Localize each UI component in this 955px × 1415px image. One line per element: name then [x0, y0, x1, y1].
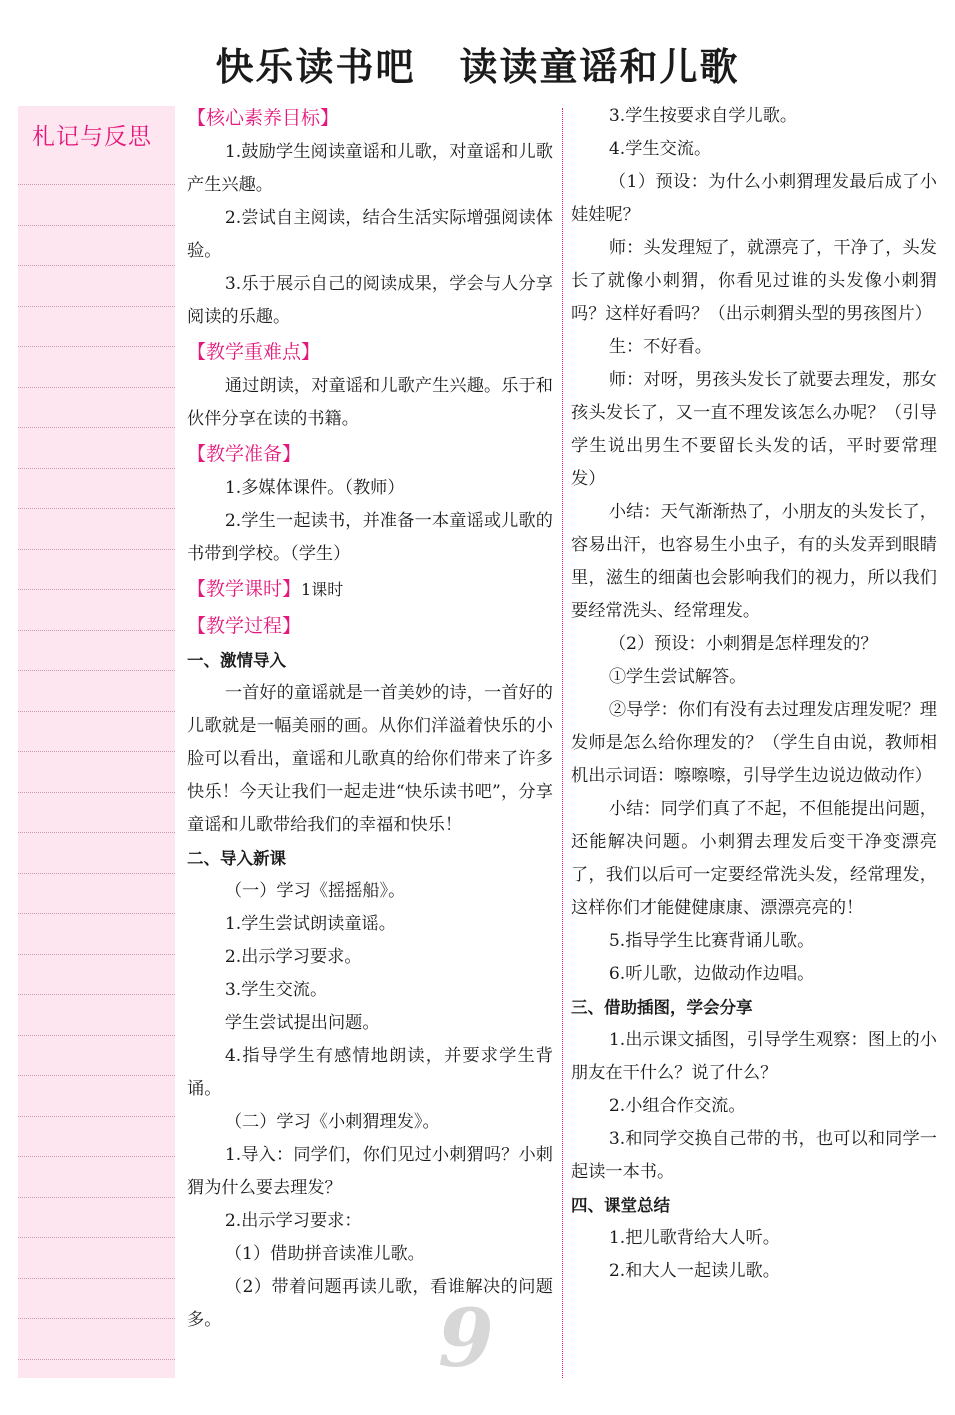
- page-title: [0, 36, 955, 91]
- title-part-1: 快乐读书吧: [215, 44, 416, 89]
- heading-process: 【教学过程】: [187, 615, 302, 637]
- sidebar-ruled-line: [18, 832, 175, 833]
- right-line-18: 2.和大人一起读儿歌。: [608, 1261, 780, 1281]
- right-line-17: 1.把儿歌背给大人听。: [608, 1228, 780, 1248]
- sidebar-ruled-line: [18, 468, 175, 469]
- goal-2: 2.尝试自主阅读，结合生活实际增强阅读体验。: [187, 208, 553, 261]
- right-line-5: 生：不好看。: [608, 337, 712, 357]
- line-8: 1.导入：同学们，你们见过小刺猬吗？小刺猬为什么要去理发？: [187, 1145, 553, 1198]
- line-9: 2.出示学习要求：: [224, 1211, 362, 1231]
- right-column: [571, 100, 937, 1288]
- line-4: 3.学生交流。: [224, 980, 328, 1000]
- line-3: 2.出示学习要求。: [224, 947, 362, 967]
- line-2: 1.学生尝试朗读童谣。: [224, 914, 396, 934]
- sidebar-ruled-line: [18, 1197, 175, 1198]
- line-11: （2）带着问题再读儿歌，看谁解决的问题多。: [187, 1277, 553, 1330]
- sidebar-ruled-line: [18, 630, 175, 631]
- sidebar-ruled-line: [18, 225, 175, 226]
- sidebar-ruled-line: [18, 954, 175, 955]
- line-1: （一）学习《摇摇船》。: [224, 881, 406, 901]
- sidebar-ruled-line: [18, 1116, 175, 1117]
- right-line-13: 6.听儿歌，边做动作边唱。: [608, 964, 815, 984]
- heading-key-points: 【教学重难点】: [187, 341, 321, 363]
- section-2-title: 二、导入新课: [187, 849, 286, 868]
- right-line-12: 5.指导学生比赛背诵儿歌。: [608, 931, 815, 951]
- line-6: 4.指导学生有感情地朗读，并要求学生背诵。: [187, 1046, 553, 1099]
- notes-sidebar: [18, 106, 175, 1378]
- class-hours-label: 【教学课时】: [187, 578, 302, 600]
- sidebar-ruled-line: [18, 306, 175, 307]
- sidebar-ruled-line: [18, 1278, 175, 1279]
- sidebar-ruled-line: [18, 1035, 175, 1036]
- sidebar-ruled-line: [18, 1359, 175, 1360]
- goal-1: 1.鼓励学生阅读童谣和儿歌，对童谣和儿歌产生兴趣。: [187, 142, 553, 195]
- right-line-6: 师：对呀，男孩头发长了就要去理发，那女孩头发长了，又一直不理发该怎么办呢？（引导学生说出男生不要留长头发的话，平时要常理发）: [571, 370, 937, 489]
- sidebar-ruled-line: [18, 751, 175, 752]
- sidebar-ruled-line: [18, 589, 175, 590]
- right-line-14: 1.出示课文插图，引导学生观察：图上的小朋友在干什么？说了什么？: [571, 1030, 937, 1083]
- sidebar-ruled-line: [18, 670, 175, 671]
- heading-class-hours: [187, 571, 553, 608]
- line-5: 学生尝试提出问题。: [224, 1013, 380, 1033]
- section-3-title: 三、借助插图，学会分享: [571, 998, 753, 1017]
- sidebar-ruled-line: [18, 346, 175, 347]
- right-line-11: 小结：同学们真了不起，不但能提出问题，还能解决问题。小刺猬去理发后变干净变漂亮了，我们以后可一定要经常洗头发，经常理发，这样你们才能健健康康、漂漂亮亮的！: [571, 799, 937, 918]
- sidebar-ruled-line: [18, 873, 175, 874]
- sidebar-heading: 札记与反思: [32, 124, 152, 150]
- heading-preparation: 【教学准备】: [187, 443, 302, 465]
- sidebar-ruled-line: [18, 1156, 175, 1157]
- right-line-4: 师：头发理短了，就漂亮了，干净了，头发长了就像小刺猬，你看见过谁的头发像小刺猬吗？这样好看吗？（出示刺猬头型的男孩图片）: [571, 238, 937, 324]
- right-line-2: 4.学生交流。: [608, 139, 712, 159]
- class-hours-value: 1课时: [301, 580, 344, 599]
- section-1-title: 一、激情导入: [187, 651, 286, 670]
- heading-goals: 【核心素养目标】: [187, 107, 340, 129]
- right-line-9: ①学生尝试解答。: [608, 667, 747, 687]
- right-line-1: 3.学生按要求自学儿歌。: [608, 106, 798, 126]
- page-number: 9: [438, 1291, 494, 1385]
- sidebar-ruled-line: [18, 508, 175, 509]
- right-line-15: 2.小组合作交流。: [608, 1096, 746, 1116]
- sidebar-ruled-line: [18, 913, 175, 914]
- right-line-16: 3.和同学交换自己带的书，也可以和同学一起读一本书。: [571, 1129, 937, 1182]
- section-1-paragraph: 一首好的童谣就是一首美妙的诗，一首好的儿歌就是一幅美丽的画。从你们洋溢着快乐的小脸可以看出，童谣和儿歌真的给你们带来了许多快乐！今天让我们一起走进“快乐读书吧”，分享童谣和儿歌带给我们的幸福和快乐！: [187, 683, 553, 835]
- right-line-7: 小结：天气渐渐热了，小朋友的头发长了，容易出汗，也容易生小虫子，有的头发弄到眼睛里，滋生的细菌也会影响我们的视力，所以我们要经常洗头、经常理发。: [571, 502, 937, 621]
- right-line-10: ②导学：你们有没有去过理发店理发呢？理发师是怎么给你理发的？（学生自由说，教师相机出示词语：嚓嚓嚓，引导学生边说边做动作）: [571, 700, 937, 786]
- column-divider: [562, 108, 563, 1378]
- goal-3: 3.乐于展示自己的阅读成果，学会与人分享阅读的乐趣。: [187, 274, 553, 327]
- sidebar-ruled-line: [18, 549, 175, 550]
- line-10: （1）借助拼音读准儿歌。: [224, 1244, 425, 1264]
- sidebar-ruled-line: [18, 427, 175, 428]
- sidebar-ruled-line: [18, 1237, 175, 1238]
- sidebar-ruled-line: [18, 387, 175, 388]
- sidebar-ruled-line: [18, 1318, 175, 1319]
- sidebar-ruled-line: [18, 184, 175, 185]
- right-line-3: （1）预设：为什么小刺猬理发最后成了小娃娃呢？: [571, 172, 937, 225]
- left-column: [187, 100, 553, 1337]
- key-point-1: 通过朗读，对童谣和儿歌产生兴趣。乐于和伙伴分享在读的书籍。: [187, 376, 553, 429]
- prep-1: 1.多媒体课件。（教师）: [224, 478, 405, 498]
- sidebar-ruled-line: [18, 711, 175, 712]
- title-part-2: 读读童谣和儿歌: [459, 44, 740, 89]
- section-4-title: 四、课堂总结: [571, 1196, 670, 1215]
- line-7: （二）学习《小刺猬理发》。: [224, 1112, 440, 1132]
- sidebar-ruled-line: [18, 994, 175, 995]
- prep-2: 2.学生一起读书，并准备一本童谣或儿歌的书带到学校。（学生）: [187, 511, 553, 564]
- sidebar-ruled-line: [18, 792, 175, 793]
- sidebar-ruled-line: [18, 265, 175, 266]
- right-line-8: （2）预设：小刺猬是怎样理发的？: [608, 634, 878, 654]
- sidebar-ruled-line: [18, 1075, 175, 1076]
